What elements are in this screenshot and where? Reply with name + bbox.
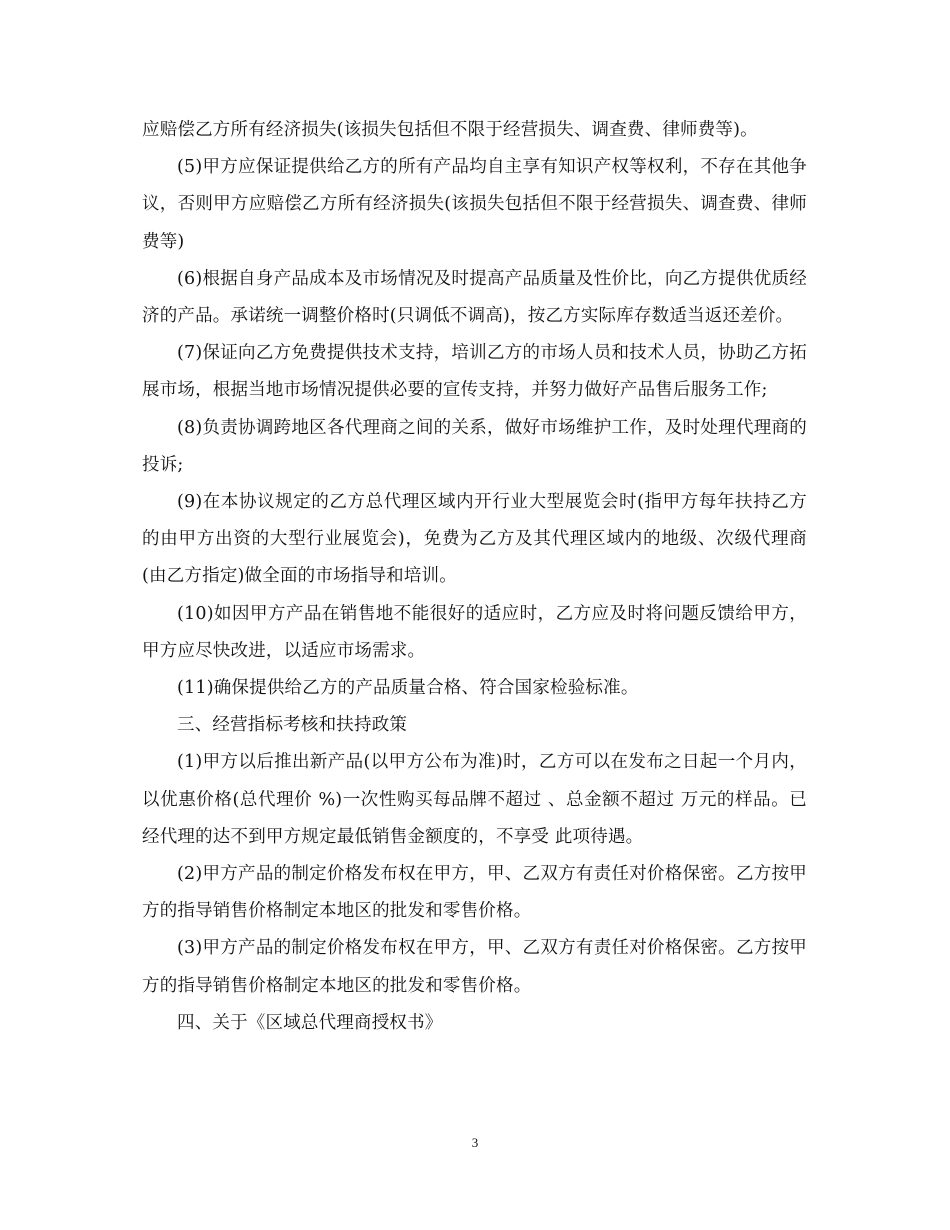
paragraph-section3-clause-3: (3)甲方产品的制定价格发布权在甲方，甲、乙双方有责任对价格保密。乙方按甲方的指导销售价格制定本地区的批发和零售价格。 [142, 938, 807, 996]
paragraph-section3-clause-1: (1)甲方以后推出新产品(以甲方公布为准)时，乙方可以在发布之日起一个月内，以优惠价格(总代理价 %)一次性购买每品牌不超过 、总金额不超过 万元的样品。已经代理的达不到甲方规定最低销售金额度的，不享受 此项待遇。 [142, 752, 807, 847]
document-body [142, 112, 807, 1042]
paragraph-clause-6: (6)根据自身产品成本及市场情况及时提高产品质量及性价比，向乙方提供优质经济的产品。承诺统一调整价格时(只调低不调高)，按乙方实际库存数适当返还差价。 [142, 268, 807, 327]
paragraph-clause-9: (9)在本协议规定的乙方总代理区域内开行业大型展览会时(指甲方每年扶持乙方的由甲方出资的大型行业展览会)，免费为乙方及其代理区域内的地级、次级代理商(由乙方指定)做全面的市场指导和培训。 [142, 492, 807, 587]
paragraph-clause-5: (5)甲方应保证提供给乙方的所有产品均自主享有知识产权等权利，不存在其他争议，否则甲方应赔偿乙方所有经济损失(该损失包括但不限于经营损失、调查费、律师费等) [142, 157, 807, 252]
paragraph-continuation: 应赔偿乙方所有经济损失(该损失包括但不限于经营损失、调查费、律师费等)。 [142, 120, 758, 140]
paragraph-clause-10: (10)如因甲方产品在销售地不能很好的适应时，乙方应及时将问题反馈给甲方，甲方应尽快改进，以适应市场需求。 [142, 603, 807, 661]
paragraph-section3-clause-2: (2)甲方产品的制定价格发布权在甲方，甲、乙双方有责任对价格保密。乙方按甲方的指导销售价格制定本地区的批发和零售价格。 [142, 864, 807, 922]
page-number: 3 [471, 1135, 479, 1150]
section-heading-4: 四、关于《区域总代理商授权书》 [177, 1012, 443, 1033]
paragraph-clause-7: (7)保证向乙方免费提供技术支持，培训乙方的市场人员和技术人员，协助乙方拓展市场，根据当地市场情况提供必要的宣传支持，并努力做好产品售后服务工作; [142, 343, 807, 401]
paragraph-clause-11: (11)确保提供给乙方的产品质量合格、符合国家检验标准。 [177, 678, 639, 699]
section-heading-3: 三、经营指标考核和扶持政策 [177, 715, 408, 736]
paragraph-clause-8: (8)负责协调跨地区各代理商之间的关系，做好市场维护工作，及时处理代理商的投诉; [142, 417, 807, 475]
